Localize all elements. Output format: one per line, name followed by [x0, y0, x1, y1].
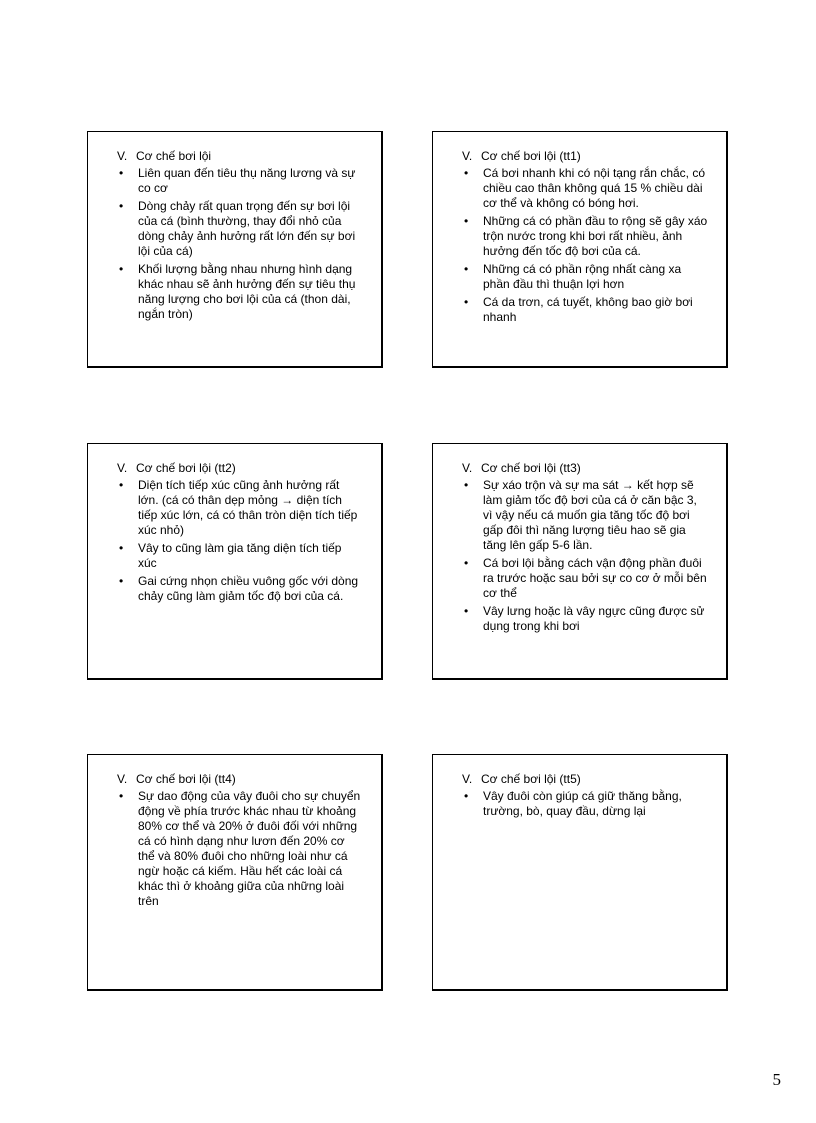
slide-heading — [462, 772, 708, 787]
bullet-text: Sự xáo trộn và sự ma sát → kết hợp sẽ làm giảm tốc độ bơi của cá ở căn bậc 3, vì vậy nếu cá muốn gia tăng tốc độ bơi gấp đôi thì năng lượng tiêu hao sẽ gia tăng lên gấp 5-6 lần. — [483, 478, 697, 552]
bullet-item — [117, 789, 363, 909]
slide-heading-text: Cơ chế bơi lội (tt3) — [481, 461, 581, 475]
bullet-dot-icon: • — [119, 478, 124, 492]
bullet-item — [462, 214, 708, 259]
bullet-text: Dòng chảy rất quan trọng đến sự bơi lội của cá (bình thường, thay đổi nhỏ của dòng chảy ảnh hưởng rất lớn đến sự bơi lội của cá) — [138, 199, 356, 258]
bullet-text: Vây lưng hoặc là vây ngực cũng được sử dụng trong khi bơi — [483, 604, 705, 633]
bullet-text: Sự dao động của vây đuôi cho sự chuyển động về phía trước khác nhau từ khoảng 80% cơ thể và 20% ở đuôi đối với những cá có hình dạng như lươn đến 20% cơ thể và 80% đuôi cho những loài như cá ngừ hoặc cá kiếm. Hầu hết các loài cá khác thì ở khoảng giữa của những loài trên — [138, 789, 361, 908]
bullet-dot-icon: • — [464, 166, 469, 180]
slide-3 — [87, 443, 383, 680]
bullet-text: Gai cứng nhọn chiều vuông gốc với dòng chảy cũng làm giảm tốc độ bơi của cá. — [138, 574, 359, 603]
bullet-item — [462, 166, 708, 211]
slide-2 — [432, 131, 728, 368]
bullet-item — [462, 789, 708, 819]
bullet-list — [462, 478, 708, 634]
slide-content — [117, 149, 363, 325]
bullet-dot-icon: • — [464, 556, 469, 570]
slide-4 — [432, 443, 728, 680]
slide-content — [462, 149, 708, 328]
slide-6 — [432, 754, 728, 991]
slide-5 — [87, 754, 383, 991]
bullet-item — [117, 262, 363, 322]
page-number: 5 — [772, 1070, 781, 1089]
bullet-item — [117, 478, 363, 538]
bullet-text: Những cá có phần rộng nhất càng xa phần đầu thì thuận lợi hơn — [483, 262, 682, 291]
bullet-text: Những cá có phần đầu to rộng sẽ gây xáo trộn nước trong khi bơi rất nhiều, ảnh hưởng đến tốc độ bơi của cá. — [483, 214, 708, 258]
bullet-dot-icon: • — [464, 214, 469, 228]
bullet-text: Vây to cũng làm gia tăng diện tích tiếp xúc — [138, 541, 342, 570]
slide-heading-number: V. — [117, 461, 128, 475]
slide-heading-text: Cơ chế bơi lội (tt2) — [136, 461, 236, 475]
bullet-text: Cá bơi nhanh khi có nội tạng rắn chắc, có chiều cao thân không quá 15 % chiều dài cơ thể và không có bóng hơi. — [483, 166, 706, 210]
bullet-item — [117, 199, 363, 259]
bullet-text: Diện tích tiếp xúc cũng ảnh hưởng rất lớn. (cá có thân dẹp mỏng → diện tích tiếp xúc lớn, cá có thân tròn diện tích tiếp xúc nhỏ) — [138, 478, 358, 537]
bullet-item — [462, 604, 708, 634]
slide-heading-number: V. — [462, 461, 473, 475]
bullet-dot-icon: • — [119, 574, 124, 588]
bullet-list — [462, 166, 708, 325]
bullet-dot-icon: • — [119, 541, 124, 555]
slide-heading-number: V. — [117, 149, 128, 163]
slide-content — [462, 772, 708, 822]
bullet-text: Cá da trơn, cá tuyết, không bao giờ bơi nhanh — [483, 295, 693, 324]
bullet-item — [462, 295, 708, 325]
bullet-item — [462, 262, 708, 292]
slide-heading — [117, 461, 363, 476]
slide-heading-text: Cơ chế bơi lội (tt1) — [481, 149, 581, 163]
bullet-item — [117, 541, 363, 571]
bullet-dot-icon: • — [464, 262, 469, 276]
slide-content — [117, 461, 363, 607]
slide-heading-number: V. — [462, 149, 473, 163]
slide-heading-number: V. — [462, 772, 473, 786]
slide-heading-text: Cơ chế bơi lội (tt5) — [481, 772, 581, 786]
slide-heading-text: Cơ chế bơi lội (tt4) — [136, 772, 236, 786]
bullet-text: Liên quan đến tiêu thụ năng lương và sự co cơ — [138, 166, 356, 195]
bullet-text: Khối lượng bằng nhau nhưng hình dạng khác nhau sẽ ảnh hưởng đến sự tiêu thụ năng lượng cho bơi lội của cá (thon dài, ngắn tròn) — [138, 262, 356, 321]
slide-heading — [117, 149, 363, 164]
bullet-dot-icon: • — [119, 262, 124, 276]
bullet-item — [117, 574, 363, 604]
bullet-dot-icon: • — [119, 199, 124, 213]
slide-heading — [462, 149, 708, 164]
bullet-list — [117, 478, 363, 604]
slide-1 — [87, 131, 383, 368]
bullet-dot-icon: • — [464, 789, 469, 803]
slide-content — [117, 772, 363, 912]
bullet-list — [462, 789, 708, 819]
bullet-list — [117, 789, 363, 909]
bullet-item — [117, 166, 363, 196]
bullet-text: Cá bơi lội bằng cách vận động phần đuôi ra trước hoặc sau bởi sự co cơ ở mỗi bên cơ thể — [483, 556, 707, 600]
bullet-list — [117, 166, 363, 322]
bullet-dot-icon: • — [119, 166, 124, 180]
slide-content — [462, 461, 708, 637]
bullet-dot-icon: • — [119, 789, 124, 803]
slide-heading-number: V. — [117, 772, 128, 786]
slide-heading — [117, 772, 363, 787]
bullet-dot-icon: • — [464, 295, 469, 309]
bullet-dot-icon: • — [464, 604, 469, 618]
bullet-item — [462, 556, 708, 601]
slide-heading — [462, 461, 708, 476]
bullet-dot-icon: • — [464, 478, 469, 492]
bullet-text: Vây đuôi còn giúp cá giữ thăng bằng, trường, bò, quay đầu, dừng lại — [483, 789, 682, 818]
slide-heading-text: Cơ chế bơi lội — [136, 149, 212, 163]
bullet-item — [462, 478, 708, 553]
